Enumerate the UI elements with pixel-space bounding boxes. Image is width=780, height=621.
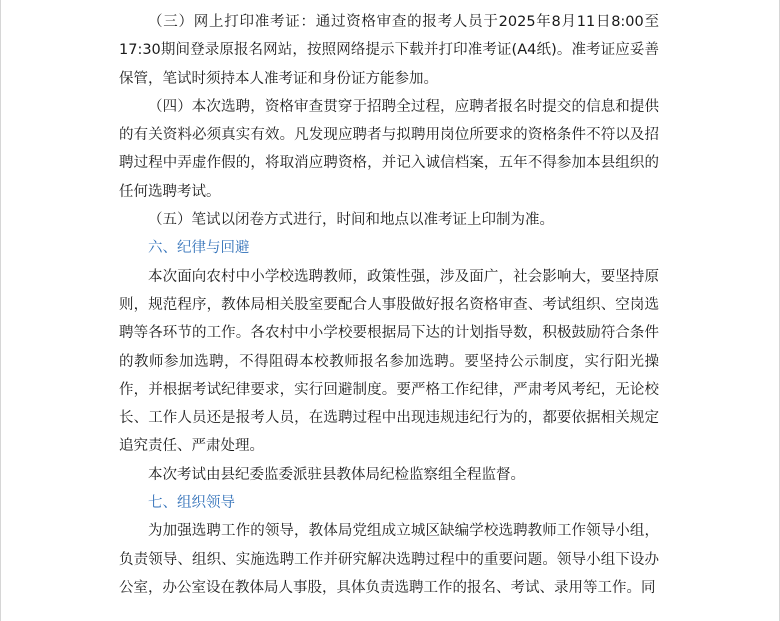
paragraph-supervision: 本次考试由县纪委监委派驻县教体局纪检监察组全程监督。 xyxy=(148,466,525,483)
section-heading-discipline: 六、纪律与回避 xyxy=(148,240,250,257)
paragraph-written-exam: （五）笔试以闭卷方式进行，时间和地点以准考证上印制为准。 xyxy=(148,212,554,229)
paragraph-discipline-rules: 本次面向农村中小学校选聘教师，政策性强，涉及面广，社会影响大，要坚持原则，规范程序，教体局相关股室要配合人事股做好报名资格审查、考试组织、空岗选聘等各环节的工作。各农村中小学校要根据局下达的计划指导数，积极鼓励符合条件的教师参加选聘，不得阻碍本校教师报名参加选聘。要坚持公示制度，实行阳光操作，并根据考试纪律要求，实行回避制度。要严格工作纪律，严肃考风考纪，无论校长、工作人员还是报考人员，在选聘过程中出现违规违纪行为的，都要依据相关规定追究责任、严肃处理。 xyxy=(119,268,659,455)
page-border-left xyxy=(0,0,1,621)
paragraph-leadership-group: 为加强选聘工作的领导，教体局党组成立城区缺编学校选聘教师工作领导小组，负责领导、组织、实施选聘工作并研究解决选聘过程中的重要问题。领导小组下设办公室，办公室设在教体局人事股，具体负责选聘工作的报名、考试、录用等工作。同 xyxy=(119,523,659,596)
paragraph-qualification-review: （四）本次选聘，资格审查贯穿于招聘全过程，应聘者报名时提交的信息和提供的有关资料必须真实有效。凡发现应聘者与拟聘用岗位所要求的资格条件不符以及招聘过程中弄虚作假的，将取消应聘资格，并记入诚信档案，五年不得参加本县组织的任何选聘考试。 xyxy=(119,98,659,200)
paragraph-admission-ticket: （三）网上打印准考证：通过资格审查的报考人员于2025年8月11日8:00至17:30期间登录原报名网站，按照网络提示下载并打印准考证(A4纸)。准考证应妥善保管，笔试时须持本人准考证和身份证方能参加。 xyxy=(119,14,659,87)
article-body xyxy=(119,8,659,602)
section-heading-leadership: 七、组织领导 xyxy=(148,495,235,512)
